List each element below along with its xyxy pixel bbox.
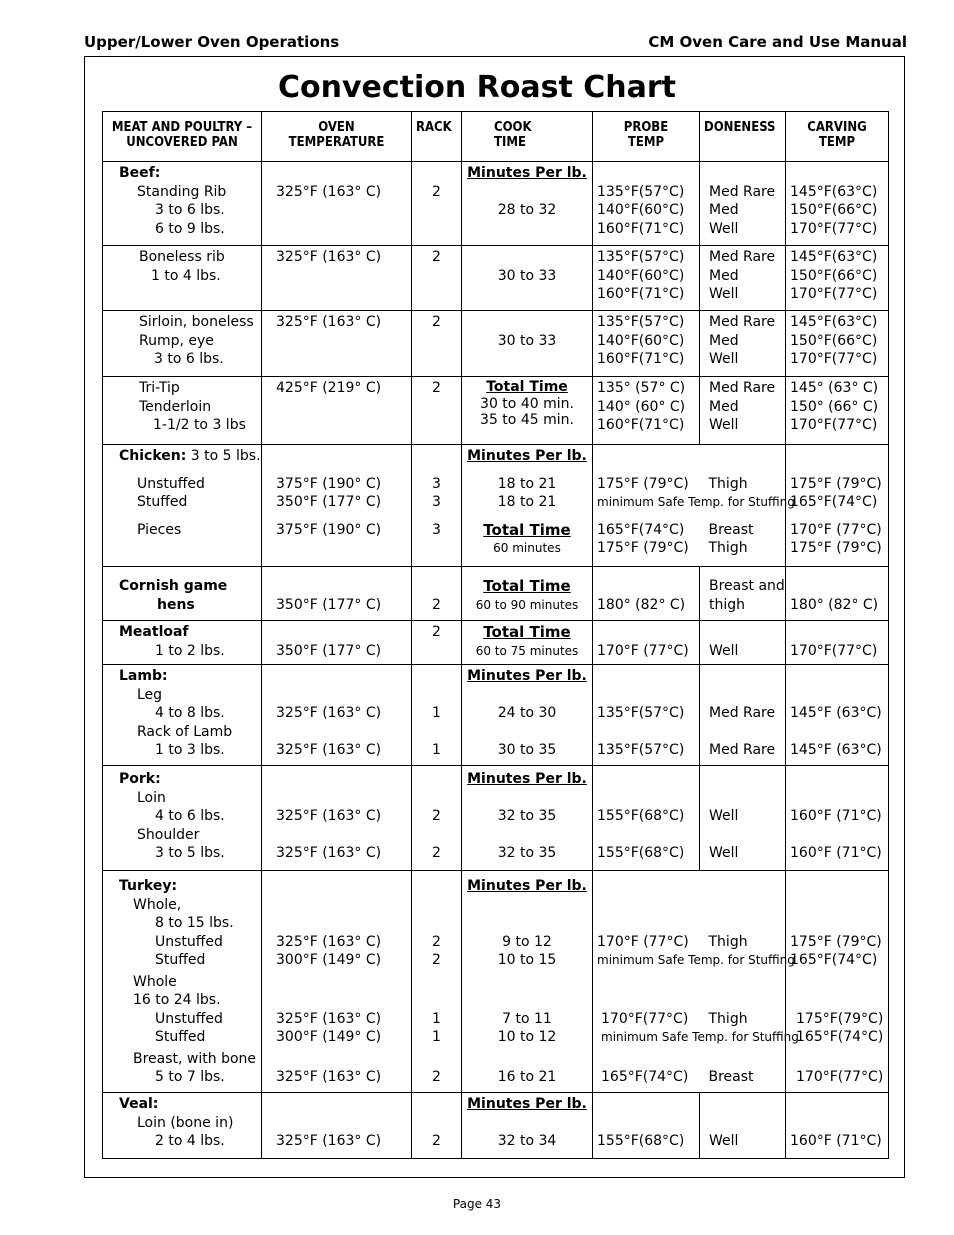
page-number: Page 43 (452, 1197, 502, 1211)
col-header-probe-temp: PROBE TEMP (593, 112, 700, 162)
table-row: Lamb: Leg 4 to 8 lbs. Rack of Lamb 1 to 3 lbs. 325°F (163° C) 325°F (163° C) 1 1 Minutes Per lb. 24 to 30 30 to 35 135°F(57°C) 135°F(57°C) Med Rare Med Rare 145°F (63°C) 145°F (63°C) (103, 665, 889, 766)
table-row: Turkey: Whole, 8 to 15 lbs. Unstuffed Stuffed Whole 16 to 24 lbs. Unstuffed Stuffed Breast, with bone 5 to 7 lbs. 325°F (163° C) 300°F (149° C) 325°F (163° C) 300°F (149° C) 325°F (163° C) 2 2 1 1 2 Minutes Per lb. 9 to 12 10 to 15 7 to 11 10 to 12 16 to 21 170°F (77°C) minimum Safe Temp. for Stuffing 170°F(77°C) minimum Safe Temp. for Stuffing 165°F(74°C) Thigh Thigh Breast 175°F (79°C) 165°F(74°C) 175°F(79°C) 165°F(74°C) 170°F(77°C) (103, 871, 889, 1093)
col-header-meat: MEAT AND POULTRY – UNCOVERED PAN (103, 112, 262, 162)
col-header-doneness: DONENESS (700, 112, 786, 162)
table-row: Pork: Loin 4 to 6 lbs. Shoulder 3 to 5 lbs. 325°F (163° C) 325°F (163° C) 2 2 Minutes Per lb. 32 to 35 32 to 35 155°F(68°C) 155°F(68°C) Well Well 160°F (71°C) 160°F (71°C) (103, 766, 889, 871)
roast-chart-table (102, 111, 889, 1159)
min-safe-note: minimum Safe Temp. for Stuffing (597, 495, 795, 509)
col-header-cook-time: COOK TIME (462, 112, 593, 162)
col-header-carving-temp: CARVING TEMP (786, 112, 889, 162)
table-row: Meatloaf 1 to 2 lbs. 350°F (177° C) 2 Total Time 60 to 75 minutes 170°F (77°C) Well 170°F(77°C) (103, 621, 889, 665)
table-header-row (103, 112, 889, 162)
table-row: Tri-Tip Tenderloin 1-1/2 to 3 lbs 425°F (219° C) 2 Total Time 30 to 40 min. 35 to 45 min. 135° (57° C) 140° (60° C) 160°F(71°C) Med Rare Med Well 145° (63° C) 150° (66° C) 170°F(77°C) (103, 377, 889, 445)
page-title: Convection Roast Chart (277, 70, 677, 105)
min-safe-note: minimum Safe Temp. for Stuffing (597, 953, 795, 967)
table-row: Veal: Loin (bone in) 2 to 4 lbs. 325°F (163° C) 2 Minutes Per lb. 32 to 34 155°F(68°C) Well 160°F (71°C) (103, 1093, 889, 1159)
header-section-title: Upper/Lower Oven Operations (84, 33, 340, 51)
col-header-rack: RACK (412, 112, 462, 162)
header-manual-title: CM Oven Care and Use Manual (648, 33, 907, 51)
table-row: Cornish game hens 350°F (177° C) 2 Total Time 60 to 90 minutes 180° (82° C) Breast and thigh 180° (82° C) (103, 567, 889, 621)
table-row: Sirloin, boneless Rump, eye 3 to 6 lbs. 325°F (163° C) 2 30 to 33 135°F(57°C) 140°F(60°C) 160°F(71°C) Med Rare Med Well 145°F(63°C) 150°F(66°C) 170°F(77°C) (103, 311, 889, 377)
table-row: Chicken: 3 to 5 lbs. Unstuffed Stuffed Pieces 375°F (190° C) 350°F (177° C) 375°F (190° C) 3 3 3 Minutes Per lb. 18 to 21 18 to 21 Total Time 60 minutes 175°F (79°C) minimum Safe Temp. for Stuffing 165°F(74°C) 175°F (79°C) Thigh Breast Thigh 175°F (79°C) 165°F(74°C) 170°F (77°C) 175°F (79°C) (103, 445, 889, 567)
table-row: Beef: Standing Rib 3 to 6 lbs. 6 to 9 lbs. 325°F (163° C) 2 Minutes Per lb. 28 to 32 135°F(57°C) 140°F(60°C) 160°F(71°C) Med Rare Med Well 145°F(63°C) 150°F(66°C) 170°F(77°C) (103, 162, 889, 246)
col-header-oven-temp: OVEN TEMPERATURE (262, 112, 412, 162)
min-safe-note: minimum Safe Temp. for Stuffing (601, 1030, 799, 1044)
table-row: Boneless rib 1 to 4 lbs. 325°F (163° C) 2 30 to 33 135°F(57°C) 140°F(60°C) 160°F(71°C) Med Rare Med Well 145°F(63°C) 150°F(66°C) 170°F(77°C) (103, 246, 889, 311)
